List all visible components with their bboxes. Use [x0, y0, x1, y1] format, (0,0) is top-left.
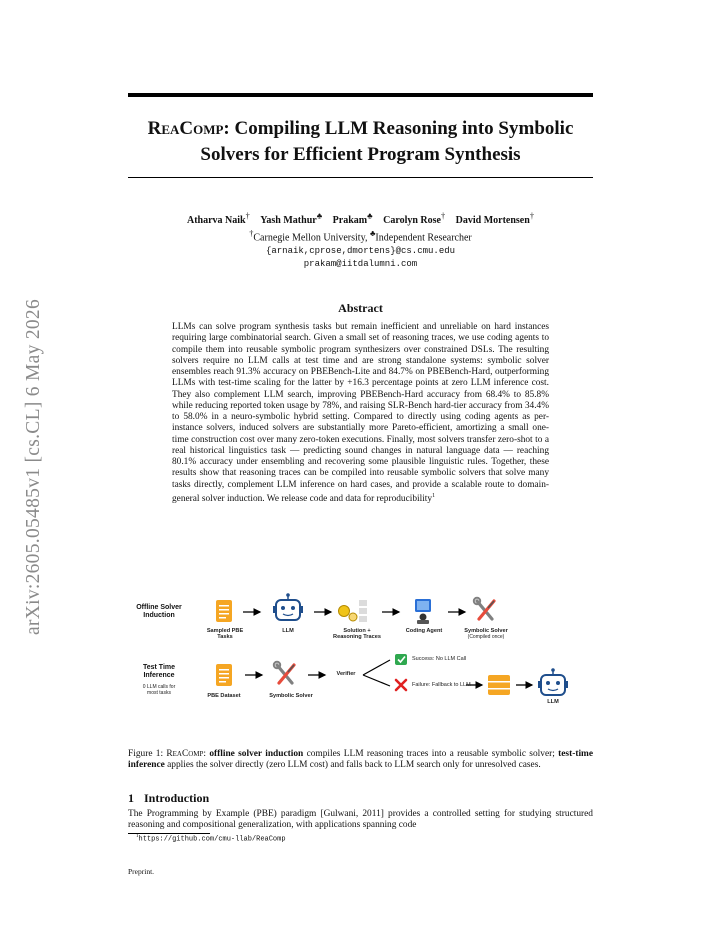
title-rest: : Compiling LLM Reasoning into Symbolic [223, 118, 574, 139]
preprint-label: Preprint. [128, 867, 155, 876]
row1-label: Offline Solver Induction [136, 604, 182, 619]
figure-caption: Figure 1: ReaComp: offline solver induction compiles LLM reasoning traces into a reusable symbolic solver; test-time inference applies the solver directly (zero LLM cost) and falls back to LLM search only for unresolved cases. [128, 749, 594, 771]
wrench-screwdriver-icon-2 [274, 662, 294, 683]
row1-item-3-label: Solution + Reasoning Traces [333, 628, 381, 640]
row2-label: Test Time Inference [142, 664, 176, 679]
row1-item-5-label: Symbolic Solver (Compiled once) [464, 628, 508, 640]
author-block [128, 210, 593, 271]
author-5: David Mortensen† [455, 212, 534, 227]
row1-item-2-label: LLM [282, 628, 294, 634]
author-4: Carolyn Rose† [383, 212, 446, 227]
title-line2: Solvers for Efficient Program Synthesis [200, 144, 521, 165]
symbolic-solver-label: Symbolic Solver [269, 693, 313, 699]
success-label: Success: No LLM Call [412, 656, 467, 662]
arxiv-sidebar [14, 262, 54, 672]
database-icon [488, 675, 510, 695]
abstract-footnote-mark: 1 [432, 492, 436, 499]
section-heading: 1 Introduction [128, 791, 210, 805]
robot-icon [273, 593, 303, 620]
coding-agent-icon [415, 599, 431, 624]
paper-title [118, 116, 603, 168]
footnote-link[interactable]: https://github.com/cmu-llab/ReaComp [138, 835, 286, 844]
pbe-dataset-label: PBE Dataset [207, 693, 241, 699]
email-2: prakam@iitdalumni.com [303, 258, 418, 269]
reasoning-traces-icon [339, 600, 368, 622]
author-3: Prakam♣ [332, 212, 373, 227]
check-icon [395, 654, 407, 665]
title-rule-bottom [128, 177, 593, 178]
arxiv-id: arXiv:2605.05485v1 [cs.CL] 6 May 2026 [23, 298, 44, 636]
email-1: {arnaik,cprose,dmortens}@cs.cmu.edu [265, 245, 456, 256]
figure-1 [128, 592, 593, 742]
affiliations: †Carnegie Mellon University, ♣Independent Researcher [249, 229, 472, 244]
document-icon [216, 600, 232, 622]
llm-label: LLM [547, 699, 559, 705]
abstract-heading: Abstract [338, 301, 383, 315]
document-icon-2 [216, 664, 232, 686]
footnote: $^1$https://github.com/cmu-llab/ReaComp [136, 834, 286, 844]
title-rule-top [128, 93, 593, 97]
wrench-screwdriver-icon [474, 598, 494, 619]
robot-icon-2 [538, 668, 568, 695]
row2-sublabel: 0 LLM calls for most tasks [142, 684, 176, 696]
author-2: Yash Mathur♣ [260, 212, 323, 227]
failure-label: Failure: Fallback to LLM [412, 682, 471, 688]
cross-icon [396, 680, 406, 690]
row1-item-1-label: Sampled PBE Tasks [206, 628, 244, 640]
figure-diagram [128, 592, 593, 742]
title-lead: ReaComp [147, 118, 224, 139]
verifier-label: Verifier [336, 671, 356, 677]
row1-item-4-label: Coding Agent [405, 628, 443, 634]
intro-paragraph: The Programming by Example (PBE) paradigm [Gulwani, 2011] provides a controlled setting for studying structured reasoning and compositional generalization, with applications spanning code [128, 809, 593, 831]
author-1: Atharva Naik† [187, 212, 250, 227]
abstract-body: LLMs can solve program synthesis tasks but remain inefficient and unreliable on hard instances requiring large combinatorial search. Given a small set of reasoning traces, we use coding agents to compile them into reusable symbolic program synthesizers over constrained DSLs. The resulting solvers require no LLM calls at test time and are strong standalone systems: symbolic solver ensembles reach 91.3% accuracy on PBEBench-Lite and 84.7% on PBEBench-Hard, outperforming LLMs with test-time scaling for the latter by +16.3 percentage points at zero LLM inference cost. They also complement LLM search, improving PBEBench-Hard accuracy from 68.4% to 85.8% while reducing reported token usage by 78%, and raising SLR-Bench hard-tier accuracy from 34.4% to 58.0% in a neuro-symbolic hybrid setting. Compared to directly using coding agents as per-instance solvers, induced solvers are substantially more Pareto-efficient, amortizing a small one-time construction cost over many zero-token executions. Finally, most solvers transfer zero-shot to a real historical linguistics task — predicting sound changes in natural language data — reaching 80.1% accuracy under ensembling and recovering some plausible linguistic rules. Together, these results show that reasoning traces can be compiled into reusable symbolic solvers that solve many tasks directly, complement LLM inference on hard cases, and provide a scalable route to domain-general solver induction. We release code and data for reproducibility$^1$ [172, 322, 549, 504]
